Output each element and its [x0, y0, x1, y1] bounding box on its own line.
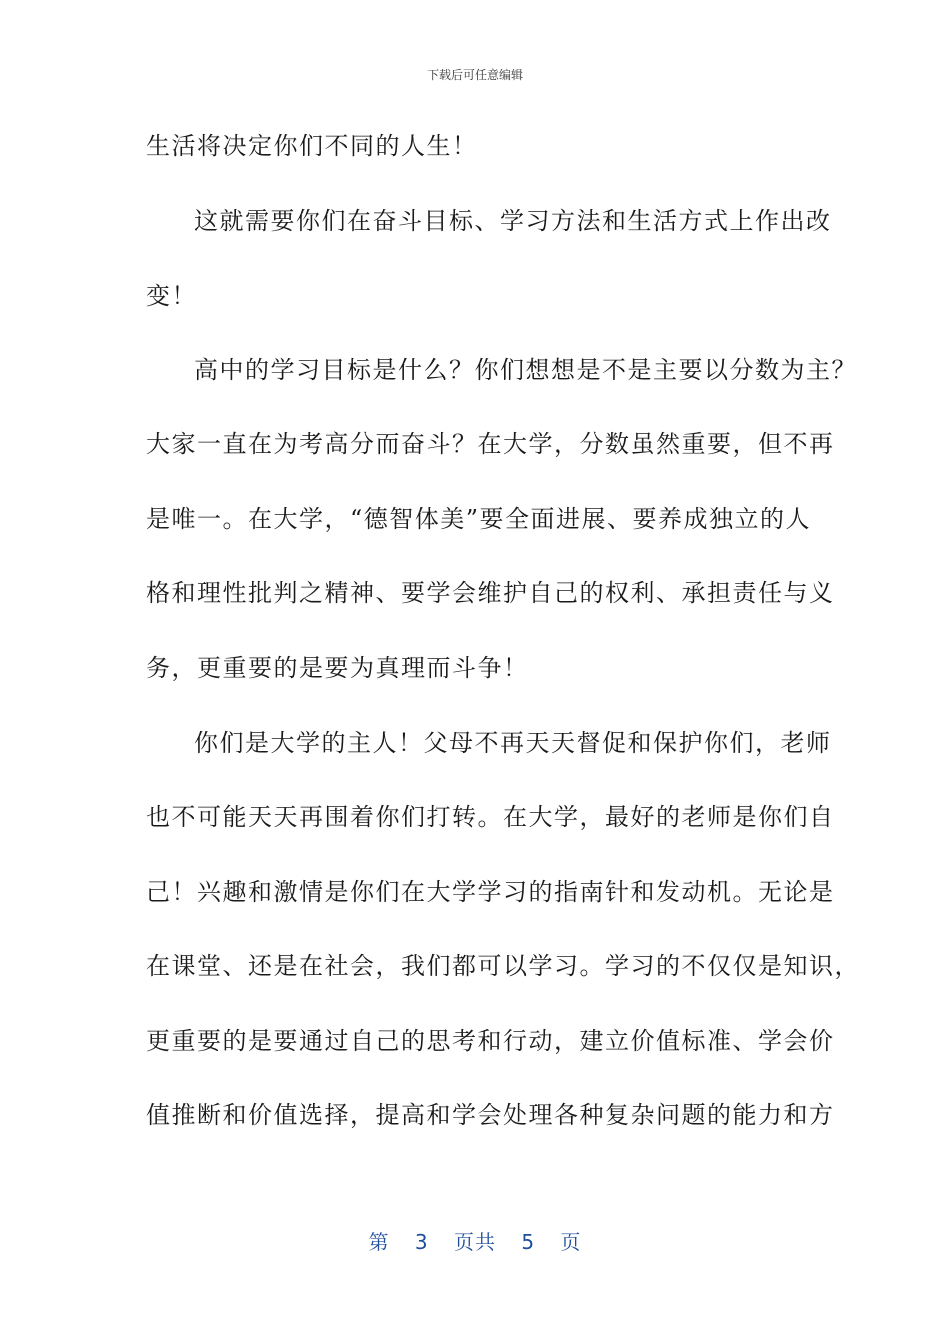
text-line: 值推断和价值选择，提高和学会处理各种复杂问题的能力和方: [146, 1101, 835, 1129]
text-line: 也不可能天天再围着你们打转。在大学，最好的老师是你们自: [146, 803, 835, 831]
text-line: 变！: [146, 282, 197, 310]
text-line: 更重要的是要通过自己的思考和行动，建立价值标准、学会价: [146, 1027, 835, 1055]
text-line: 生活将决定你们不同的人生！: [146, 132, 478, 160]
text-line: 己！兴趣和激情是你们在大学学习的指南针和发动机。无论是: [146, 878, 835, 906]
text-line: 务，更重要的是要为真理而斗争！: [146, 654, 529, 682]
text-line: 大家一直在为考高分而奋斗？在大学，分数虽然重要，但不再: [146, 430, 835, 458]
text-line: 是唯一。在大学，“德智体美”要全面进展、要养成独立的人: [146, 505, 812, 533]
text-line: 格和理性批判之精神、要学会维护自己的权利、承担责任与义: [146, 579, 835, 607]
text-line: 你们是大学的主人！父母不再天天督促和保护你们，老师: [194, 729, 832, 757]
text-line: 在课堂、还是在社会，我们都可以学习。学习的不仅仅是知识，: [146, 952, 860, 980]
page-header: 下载后可任意编辑: [426, 68, 523, 82]
text-line: 这就需要你们在奋斗目标、学习方法和生活方式上作出改: [194, 207, 832, 235]
page-footer: 第 3 页共 5 页: [368, 1230, 582, 1254]
text-line: 高中的学习目标是什么？你们想想是不是主要以分数为主？: [194, 356, 857, 384]
